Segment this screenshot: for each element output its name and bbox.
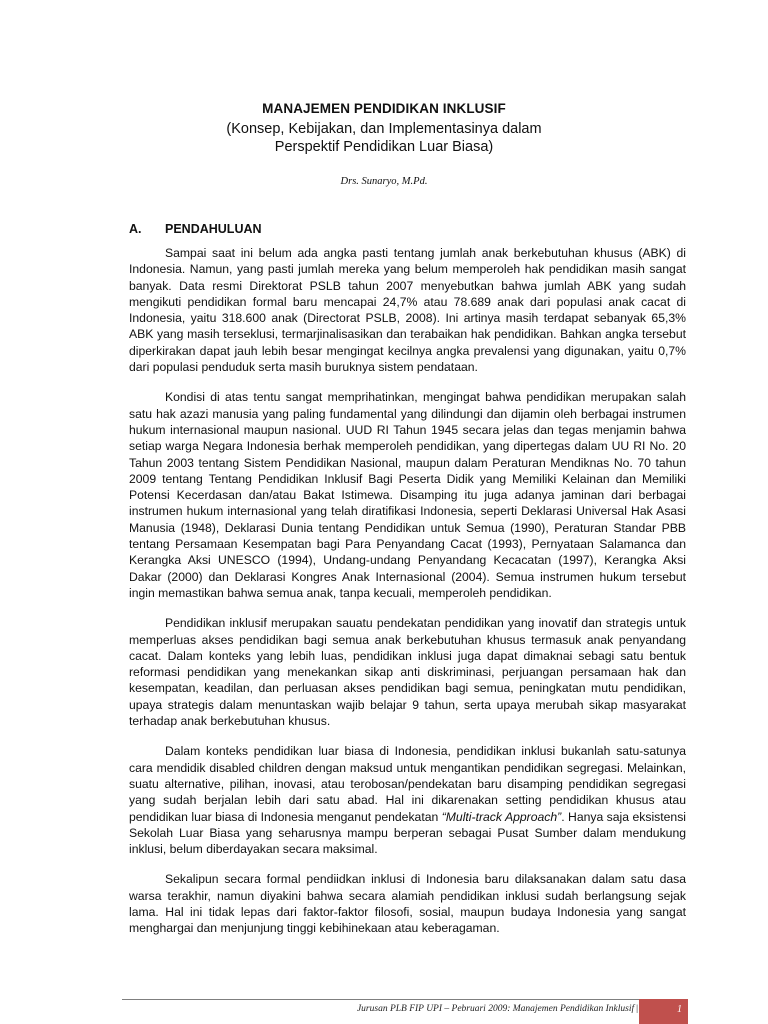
paragraph-3: Pendidikan inklusif merupakan sauatu pendekatan pendidikan yang inovatif dan strategis untuk memperluas akses pendidikan bagi semua anak berkebutuhan khusus termasuk anak penyandang cacat. Dalam konteks yang lebih luas, pendidikan inklusi juga dapat dimaknai sebagi satu bentuk reformasi pendidikan yang menekankan sikap anti diskriminasi, perjuangan persamaan hak dan kesempatan, keadilan, dan perluasan akses pendidikan bagi semua, peningkatan mutu pendidikan, upaya strategis dalam menuntaskan wajib belajar 9 tahun, serta upaya merubah sikap masyarakat terhadap anak berkebutuhan khusus. (129, 616, 686, 729)
paragraph-4-text-after: . Hanya saja eksistensi Sekolah Luar Biasa yang seharusnya mampu berperan sebagai Pusat Sumber dalam mendukung inklusi, belum diberdayakan secara maksimal. (129, 809, 686, 857)
footer-text (357, 1004, 638, 1014)
document-subtitle-line2: Perspektif Pendidikan Luar Biasa) (274, 139, 494, 155)
document-author: Drs. Sunaryo, M.Pd. (340, 176, 428, 187)
section-number: A. (129, 222, 142, 236)
document-body (129, 245, 686, 937)
section-title: PENDAHULUAN (165, 222, 262, 236)
page-number-badge (639, 999, 688, 1024)
paragraph-4 (129, 743, 686, 857)
page-number: 1 (677, 1004, 682, 1015)
footer-label: Jurusan PLB FIP UPI – Pebruari 2009: Manajemen Pendidikan Inklusif (356, 1004, 635, 1014)
paragraph-4-italic-term: “Multi-track Approach” (441, 809, 562, 824)
document-subtitle-line1: (Konsep, Kebijakan, dan Implementasinya dalam (226, 121, 542, 137)
footer-separator: | (636, 1004, 638, 1014)
paragraph-1: Sampai saat ini belum ada angka pasti tentang jumlah anak berkebutuhan khusus (ABK) di Indonesia. Namun, yang pasti jumlah mereka yang belum memperoleh hak pendidikan masih sangat banyak. Data resmi Direktorat PSLB tahun 2007 menyebutkan bahwa jumlah ABK yang sudah mengikuti pendidikan formal baru mencapai 24,7% atau 78.689 anak dari populasi anak cacat di Indonesia, yaitu 318.600 anak (Directorat PSLB, 2008). Ini artinya masih terdapat sebanyak 65,3% ABK yang masih terseklusi, termarjinalisasikan dan terabaikan hak pendidikan. Bahkan angka tersebut diperkirakan dapat jauh lebih besar mengingat kecilnya angka prevalensi yang digunakan, yaitu 0,7% dari populasi penduduk serta masih buruknya sistem pendataan. (129, 246, 686, 375)
document-title: MANAJEMEN PENDIDIKAN INKLUSIF (262, 101, 506, 116)
paragraph-4-text-before: Dalam konteks pendidikan luar biasa di Indonesia, pendidikan inklusi bukanlah satu-satunya cara mendidik disabled children dengan maksud untuk mengantikan pendidikan segregasi. Melainkan, suatu alternative, pilihan, inovasi, atau terobosan/pendekatan baru disamping pendidikan segregasi yang sudah berjalan lebih dari satu abad. Hal ini dikarenakan setting pendidikan khusus atau pendidikan luar biasa di Indonesia menganut pendekatan (129, 744, 686, 824)
paragraph-5: Sekalipun secara formal pendiidkan inklusi di Indonesia baru dilaksanakan dalam satu dasa warsa terakhir, namun diyakini bahwa secara alamiah pendidikan inklusi sudah berlangsung sejak lama. Hal ini tidak lepas dari faktor-faktor filosofi, sosial, maupun budaya Indonesia yang sangat menghargai dan menjunjung tinggi kebihinekaan atau keberagaman. (129, 872, 686, 936)
paragraph-2: Kondisi di atas tentu sangat memprihatinkan, mengingat bahwa pendidikan merupakan salah satu hak azazi manusia yang paling fundamental yang dilindungi dan dijamin oleh berbagai instrumen hukum internasional maupun nasional. UUD RI Tahun 1945 secara jelas dan tegas menjamin bahwa setiap warga Negara Indonesia berhak memperoleh pendidikan, yang dipertegas dalam UU RI No. 20 Tahun 2003 tentang Sistem Pendidikan Nasional, maupun dalam Peraturan Mendiknas No. 70 tahun 2009 tentang Tentang Pendidikan Inklusif Bagi Peserta Didik yang Memiliki Kelainan dan Memiliki Potensi Kecerdasan dan/atau Bakat Istimewa. Disamping itu juga adanya jaminan dari berbagai instrumen hukum internasional yang telah diratifikasi Indonesia, seperti Deklarasi Universal Hak Asasi Manusia (1948), Deklarasi Dunia tentang Pendidikan untuk Semua (1990), Peraturan Standar PBB tentang Persamaan Kesempatan bagi Para Penyandang Cacat (1993), Pernyataan Salamanca dan Kerangka Aksi UNESCO (1994), Undang-undang Penyandang Kecacatan (1997), Kerangka Aksi Dakar (2000) dan Deklarasi Kongres Anak Internasional (2004). Semua instrumen hukum tersebut ingin memastikan bahwa semua anak, tanpa kecuali, memperoleh pendidikan. (129, 390, 686, 600)
section-heading (129, 222, 262, 236)
footer-divider (122, 999, 688, 1000)
